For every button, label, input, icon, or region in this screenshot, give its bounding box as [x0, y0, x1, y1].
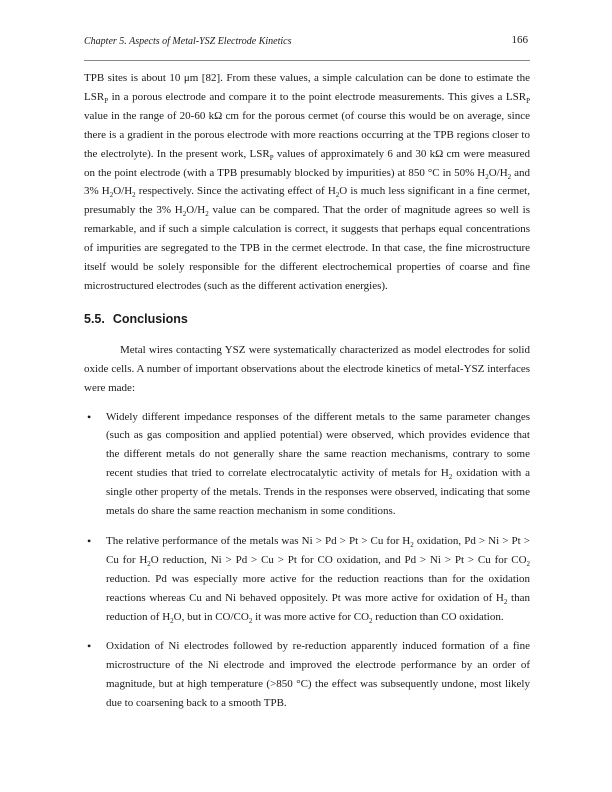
- subscript: 2: [485, 172, 489, 181]
- text-run: O/H: [488, 166, 508, 179]
- text-run: O is much less significant in a fine cermet, presumably the 3% H: [84, 185, 530, 217]
- list-item: [84, 408, 530, 521]
- subscript: P: [104, 97, 109, 106]
- subscript: 2: [248, 616, 253, 625]
- text-run: The relative performance of the metals was Ni > Pd > Pt > Cu for H: [106, 534, 411, 547]
- text-run: O/H: [113, 185, 133, 198]
- bullet-icon: •: [87, 533, 92, 548]
- section-number: 5.5.: [84, 311, 105, 326]
- text-run: O, but in CO/CO: [173, 610, 249, 623]
- text-run: than reduction of H: [106, 591, 530, 623]
- text-run: and 3% H: [84, 166, 530, 198]
- section-title: Conclusions: [112, 311, 188, 326]
- subscript: 2: [369, 616, 373, 625]
- subscript: 2: [410, 541, 414, 550]
- subscript: 2: [526, 560, 531, 569]
- text-run: O/H: [186, 204, 206, 217]
- conclusions-list: [84, 408, 530, 714]
- chapter-title: Chapter 5. Aspects of Metal-YSZ Electrode Kinetics: [84, 36, 292, 47]
- subscript: P: [269, 153, 274, 162]
- subscript: 2: [507, 172, 512, 181]
- running-header: [84, 34, 528, 50]
- bullet-icon: •: [87, 639, 92, 654]
- subscript: 2: [132, 191, 136, 200]
- subscript: 2: [182, 210, 187, 219]
- subscript: 2: [448, 473, 453, 482]
- subscript: 2: [205, 210, 209, 219]
- page-body: [84, 69, 530, 724]
- text-run: Oxidation of Ni electrodes followed by re-reduction apparently induced formation of a fine microstructure of the Ni electrode and improved the electrode performance by an order of magnitude, but at high temperature (>850 °C) the effect was subsequently undone, most likely due to coarsening back to a smooth TPB.: [106, 640, 530, 710]
- subscript: 2: [147, 560, 151, 569]
- page-number: 166: [511, 34, 528, 46]
- list-item: [84, 532, 530, 627]
- text-run: value can be compared. That the order of magnitude agrees so well is remarkable, and if such a simple calculation is correct, it suggests that perhaps equal concentrations of impurities are segregated to the TPB in the cermet electrode. In that case, the fine microstructure itself would be solely responsible for the different electrochemical properties of coarse and fine microstructured electrodes (such as the different activation energies).: [84, 204, 530, 292]
- text-run: in a porous electrode and compare it to the point electrode measurements. This gives a LSR: [108, 90, 527, 103]
- text-run: it was more active for CO: [252, 610, 370, 623]
- subscript: 2: [170, 616, 174, 625]
- text-run: oxidation with a single other property of the metals. Trends in the responses were observed, indicating that some metals do share the same reaction mechanism in some conditions.: [106, 467, 530, 518]
- text-run: reduction. Pd was especially more active for the reduction reactions than for the oxidation reactions whereas Cu and Ni behaved oppositely. Pt was more active for oxidation of H: [106, 572, 530, 604]
- text-run: values of approximately 6 and 30 kΩ cm were measured on the point electrode (with a TPB presumably blocked by impurities) at 850 °C in 50% H: [84, 147, 530, 179]
- text-run: Widely different impedance responses of the different metals to the same parameter changes (such as gas composition and applied potential) were observed, which provides evidence that the different metals do not generally share the same reaction mechanisms, contrary to some recent studies that tried to correlate electrocatalytic activity of metals for H: [106, 410, 530, 480]
- list-item: [84, 637, 530, 713]
- bullet-icon: •: [87, 409, 92, 424]
- paragraph-conclusions-intro: Metal wires contacting YSZ were systematically characterized as model electrodes for solid oxide cells. A number of important observations about the electrode kinetics of metal-YSZ interfaces were made:: [84, 343, 530, 394]
- subscript: 2: [109, 191, 114, 200]
- text-run: respectively. Since the activating effect of H: [135, 185, 336, 198]
- text-run: oxidation, Pd > Ni > Pt > Cu for H: [106, 534, 530, 566]
- section-heading: [84, 310, 530, 329]
- subscript: 2: [503, 597, 508, 606]
- text-run: O reduction, Ni > Pd > Cu > Pt for CO oxidation, and Pd > Ni > Pt > Cu for CO: [150, 553, 527, 566]
- text-run: reduction than CO oxidation.: [372, 610, 504, 623]
- paragraph-tpb-calculation: [84, 69, 530, 296]
- text-run: TPB sites is about 10 μm [82]. From these values, a simple calculation can be done to estimate the LSR: [84, 72, 530, 103]
- text-run: value in the range of 20-60 kΩ cm for the porous cermet (of course this would be on average, since there is a gradient in the porous electrode with more reactions occurring at the TPB regions closer to the electrolyte). In the present work, LSR: [84, 109, 530, 160]
- subscript: 2: [335, 191, 340, 200]
- subscript: P: [526, 97, 530, 106]
- header-rule: [84, 60, 530, 61]
